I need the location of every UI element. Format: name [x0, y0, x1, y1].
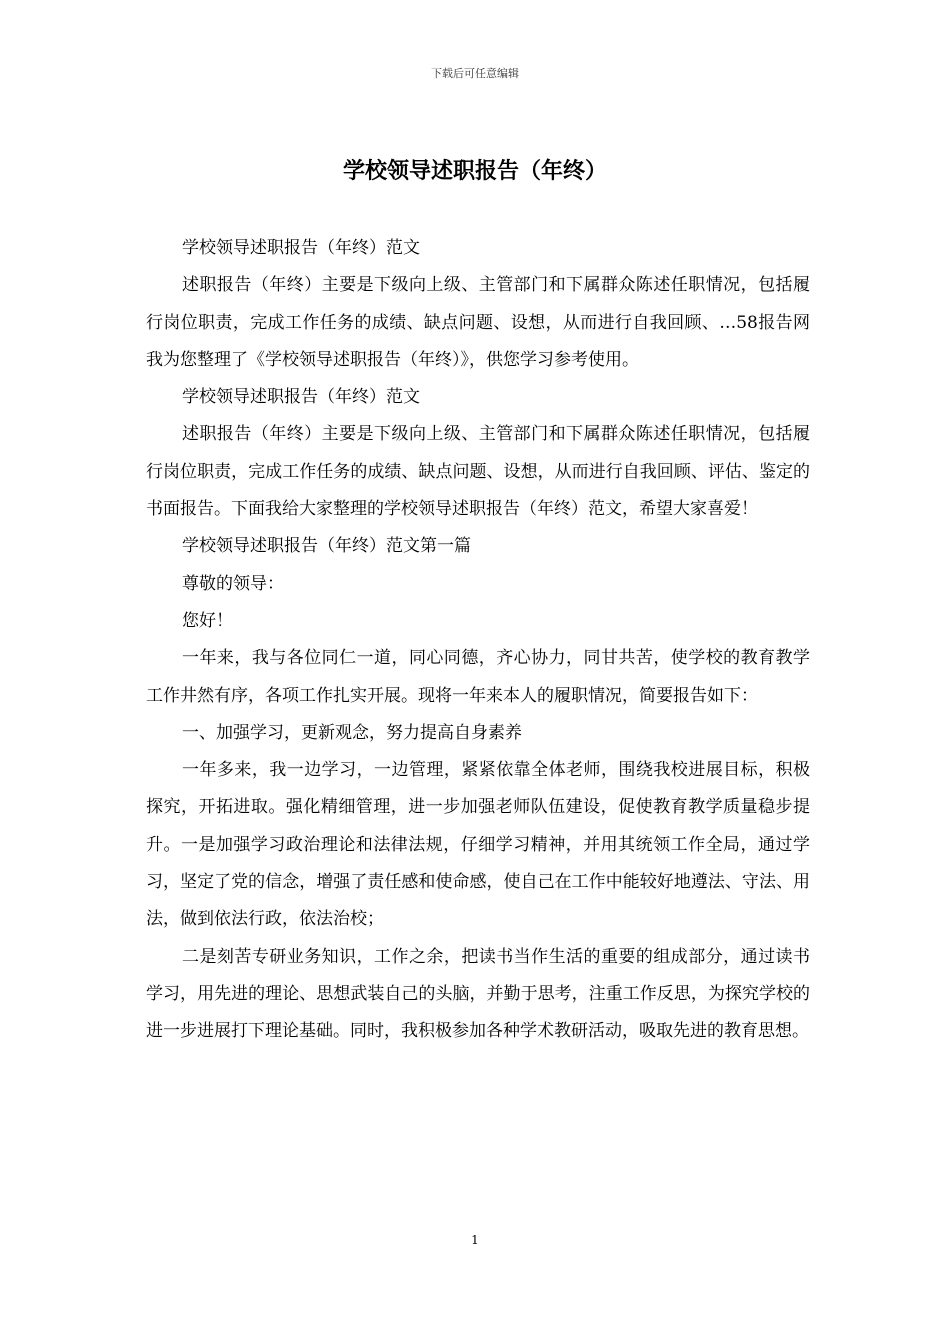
document-title: 学校领导述职报告（年终） [342, 158, 607, 184]
paragraph-heading-one: 一、加强学习，更新观念，努力提高自身素养 [182, 722, 522, 743]
header-note: 下载后可任意编辑 [431, 67, 519, 80]
paragraph-intro-1: 述职报告（年终）主要是下级向上级、主管部门和下属群众陈述任职情况，包括履行岗位职责，完成工作任务的成绩、缺点问题、设想，从而进行自我回顾、…58报告网我为您整理了《学校领导述职报告（年终）》，供您学习参考使用。 [146, 275, 810, 370]
paragraph-salutation: 尊敬的领导： [182, 573, 284, 594]
paragraph-greeting: 您好！ [182, 610, 233, 631]
paragraph-subtitle-1: 学校领导述职报告（年终）范文 [182, 238, 420, 258]
paragraph-subtitle-2: 学校领导述职报告（年终）范文 [182, 387, 420, 408]
paragraph-intro-2: 述职报告（年终）主要是下级向上级、主管部门和下属群众陈述任职情况，包括履行岗位职责，完成工作任务的成绩、缺点问题、设想，从而进行自我回顾、评估、鉴定的书面报告。下面我给大家整理的学校领导述职报告（年终）范文，希望大家喜爱！ [146, 424, 810, 520]
document-body [146, 230, 810, 1051]
paragraph-study-2: 二是刻苦专研业务知识，工作之余，把读书当作生活的重要的组成部分，通过读书学习，用先进的理论、思想武装自己的头脑，并勤于思考，注重工作反思，为探究学校的进一步进展打下理论基础。同时，我积极参加各种学术教研活动，吸取先进的教育思想。 [146, 946, 810, 1042]
paragraph-study-1: 一年多来，我一边学习，一边管理，紧紧依靠全体老师，围绕我校进展目标，积极探究，开拓进取。强化精细管理，进一步加强老师队伍建设，促使教育教学质量稳步提升。一是加强学习政治理论和法律法规，仔细学习精神，并用其统领工作全局，通过学习，坚定了党的信念，增强了责任感和使命感，使自己在工作中能较好地遵法、守法、用法，做到依法行政，依法治校； [146, 760, 810, 930]
paragraph-section-heading: 学校领导述职报告（年终）范文第一篇 [182, 536, 471, 557]
page-number: 1 [471, 1233, 479, 1247]
paragraph-overview: 一年来，我与各位同仁一道，同心同德，齐心协力，同甘共苦，使学校的教育教学工作井然有序，各项工作扎实开展。现将一年来本人的履职情况，简要报告如下： [146, 648, 810, 706]
